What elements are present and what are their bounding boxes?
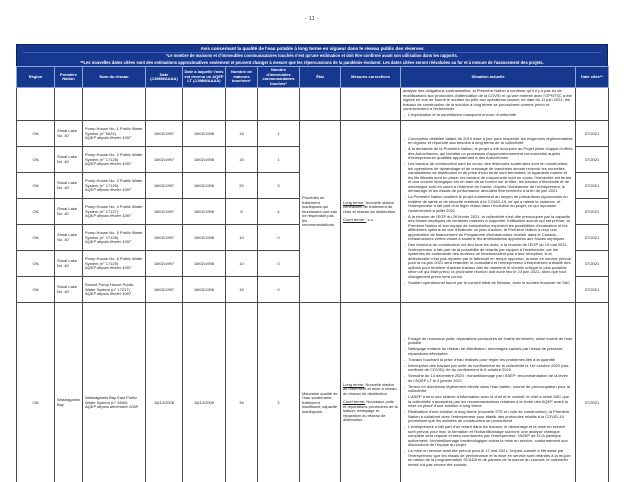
advisory-since: AQEP depuis février 1997 [85, 187, 132, 193]
cell-region: ON [17, 251, 55, 277]
cell-mesures-group [341, 303, 401, 482]
header-row [17, 67, 609, 88]
cell-homes: 10 [226, 251, 258, 277]
cell-date-lt: 18/02/1998 [183, 225, 226, 251]
situation-bullet: - Des réunions de construction ont lieu tous les mois; à la réunion de l'EGP du 19 mai 2021, l'entrepreneur a fait part de la possibilité de retards par rapport à l'échéancier, car les systèmes de commande des moteurs ne fonctionnaient pas à leur réception; si la défectuosité n'est pas réparée par le fabricant en temps opportun, la mise en service prévue pour la mi-juin 2021 sera retardée; le consultant et l'entrepreneur s'emploieront à établir des options pour terminer d'autres travaux afin de maintenir le chemin critique le plus possible selon ce qui était prévu; la prochaine réunion doit avoir lieu le 23 juin 2021, alors que tout changement prévu sera connu [403, 243, 573, 279]
cell-date-lt: 18/02/1998 [183, 199, 226, 225]
cell-date-cited: 07/2021 [576, 277, 609, 303]
cell-date-cited: 07/2021 [576, 173, 609, 199]
situation-bullet: - Les travaux de construction sont en cours; des réservoirs souterrains sont en construction; les opérations de dynamitage et de creusage de tranchées devant recevoir les nouvelles canalisations de distribution et de prise d'eau brute sont terminées; la tuyauterie marine et les lits filtrants sont en place; les travaux de maçonnerie sont en cours; l'immeuble est fermé et une couche biologique est en train de se former sur le filtre; les travaux d'électricité et de mécanique sont en cours à l'intérieur de l'usine; d'après l'échéancier de l'entrepreneur, le démarrage et les essais de performance devraient être terminés à la fin de juin 2021 [403, 162, 573, 194]
cell-situation-group [401, 303, 576, 482]
situation-bullet: - Interruption des travaux par suite du confinement de la collectivité le 1er octobre 2020 (cas confirmé de COVID); fin du confinement le 6 octobre 2020 [403, 364, 573, 373]
mesures-long-term [343, 383, 398, 397]
table-row-continuation [17, 88, 609, 121]
cell-homes: 15 [226, 121, 258, 147]
situation-bullet: - Teneur en aluminium légèrement élevée dans l'eau traitée, source de préoccupation pour la collectivité [403, 385, 573, 394]
advisory-since: AQEP depuis février 1997 [85, 265, 132, 271]
table-title-banner [16, 44, 608, 68]
mesures-long-term [343, 201, 398, 215]
cell-homes: 8 [226, 199, 258, 225]
cell-nation: Shoal Lake No. 40 [55, 225, 83, 251]
long-term-text: Nouvelle station centralisée de traitement de l'eau et réseau de distribution. [343, 199, 397, 214]
situation-bullet: - L'exploitation et la surveillance manquent encore d'uniformité [403, 113, 573, 118]
cell-date-lt: 18/02/1998 [183, 173, 226, 199]
cell-nation [55, 88, 83, 121]
cell-region: ON [17, 225, 55, 251]
network-name: Pump House No. 1 Public Water System (n° 6524) [85, 126, 143, 136]
col-header-etat: État [300, 67, 341, 88]
cell-network [83, 121, 146, 147]
cell-date-lt: 18/02/1998 [183, 121, 226, 147]
cell-homes [226, 88, 258, 121]
long-term-text: Nouvelle station de traitement et mise à niveau du réseau de distribution. [343, 381, 397, 396]
cell-nation: Shoal Lake No. 40 [55, 173, 83, 199]
network-name: Pump House No. 5 Public Water System (n° 17128) [85, 230, 143, 240]
situation-bullet: - L'entrepreneur a fait part d'un retard dans les travaux; le démarrage et la mise en service sont prévus pour mai; la formation et l'échantillonnage suivront; une analyse chimique complète sera requise et sera coordonnée par l'entrepreneur; l'ASEP de KCA participe activement; l'échantillonnage bactériologique suivra la mise en service, conformément aux discussions de l'équipe du projet [403, 425, 573, 448]
cell-date-lt: 18/02/1998 [183, 147, 226, 173]
cell-region: ON [17, 173, 55, 199]
situation-bullet: - Conception détaillée datant de 2010 mise à jour pour respecter les exigences réglementaires en vigueur et répondre aux besoins à long terme de la collectivité [403, 137, 573, 146]
cell-buildings: 0 [258, 225, 300, 251]
cell-date-cited: 07/2021 [576, 147, 609, 173]
advisory-since: AQEP depuis février 1997 [85, 239, 132, 245]
network-name: Pump House No. 3 Public Water System (n° 17126) [85, 178, 143, 188]
situation-bullet: - La Première Nation soutient le projet notamment au moyen de précautions rigoureuses en matière de santé et de sécurité relatives à la COVID-19, ce qui a ralenti la cadence, et l'entrepreneur a fait part d'un léger retard dans l'évolution du projet, ce qui repousse l'achèvement à juillet 2021 [403, 195, 573, 213]
situation-bullet: - Réalisation d'une solution à long terme (nouvelle STE en voie de construction); la Première Nation a collaboré avec l'entrepreneur pour établir des protocoles relatifs à la COVID-19 permettant que les activités de construction se poursuivent [403, 410, 573, 424]
cell-region: ON [17, 277, 55, 303]
table-row [17, 121, 609, 147]
cell-mesures [341, 88, 401, 121]
cell-network [83, 147, 146, 173]
network-name: Pump House No. 2 Public Water System (n° 17125) [85, 152, 143, 162]
col-header-date: Date (JJ/MM/AAAA) [146, 67, 183, 88]
cell-date-cited: 07/2021 [576, 303, 609, 482]
cell-region: ON [17, 199, 55, 225]
cell-mesures-group [341, 121, 401, 303]
col-header-region: Région [17, 67, 55, 88]
cell-buildings: 0 [258, 251, 300, 277]
cell-homes: 34 [226, 303, 258, 482]
network-name: Pump House No. 4 Public Water System (n° 17127) [85, 204, 143, 214]
cell-date: 18/02/1997 [146, 277, 183, 303]
situation-bullet: - À la demande de la Première Nation, le projet a été incorporé au Projet pilote d'appel d'offres des Autochtones, qui favorise un processus d'approvisionnement concurrentiel auprès d'entrepreneurs qualifiés appartenant à des Autochtones [403, 147, 573, 161]
banner-title: Avis concernant la qualité de l'eau potable à long terme en vigueur dans le réseau public des réserves [23, 46, 601, 53]
advisories-table [16, 66, 609, 482]
cell-nation: Washagamis Bay [55, 303, 83, 482]
cell-nation: Shoal Lake No. 40 [55, 121, 83, 147]
cell-network [83, 88, 146, 121]
cell-region: ON [17, 147, 55, 173]
cell-nation: Shoal Lake No. 40 [55, 277, 83, 303]
cell-date: 18/02/1997 [146, 251, 183, 277]
cell-buildings: 0 [258, 277, 300, 303]
network-name: Pump House No. 6 Public Water System (n° 17129) [85, 256, 143, 266]
cell-buildings: 2 [258, 303, 300, 482]
cell-region: ON [17, 121, 55, 147]
situation-bullet: - Forage de nouveaux puits; réparations provisoires de l'usine terminées; usine fournit de l'eau potable [403, 337, 573, 346]
situation-bullet: - La mise en service avait été prévue pour le 17 mai 2021; l'expert-conseil a été avisé par l'entrepreneur que les essais de performance et la mise en service sont retardés à la mi-juin en raison de la programmation SCADA et de pannes de la source du courant; le calendrier révisé n'a pas encore été soumis [403, 449, 573, 467]
mesures-short-term [343, 218, 398, 223]
advisory-since: AQEP depuis février 1997 [85, 135, 132, 141]
cell-date: 18/02/1997 [146, 225, 183, 251]
cell-date: 18/02/1997 [146, 121, 183, 147]
cell-network [83, 303, 146, 482]
cell-date-lt [183, 88, 226, 121]
advisory-since: AQEP depuis décembre 2008 [85, 404, 138, 410]
cell-date-cited: 07/2021 [576, 121, 609, 147]
cell-date-lt: 18/02/1998 [183, 251, 226, 277]
cell-date-cited: 07/2021 [576, 225, 609, 251]
cell-nation: Shoal Lake No. 40 [55, 147, 83, 173]
cell-situation [401, 88, 576, 121]
col-header-homes: Nombre de maisons touchées* [226, 67, 258, 88]
advisory-since: AQEP depuis février 1997 [85, 213, 132, 219]
cell-network [83, 251, 146, 277]
long-term-label: Long terme: [343, 381, 365, 387]
cell-network [83, 199, 146, 225]
cell-nation: Shoal Lake No. 40 [55, 199, 83, 225]
cell-date [146, 88, 183, 121]
cell-nation: Shoal Lake No. 40 [55, 251, 83, 277]
cell-buildings: 1 [258, 121, 300, 147]
advisory-since: AQEP depuis février 1997 [85, 291, 132, 297]
col-header-date-lt: Date à laquelle l'avis est devenu un AQEP LT (JJ/MM/AAAA) [183, 67, 226, 88]
situation-continuation-text: analyse des obligations contractuelles, la Première Nation a confirmé qu'il n'y a pas eu de modifications aux protocoles d'atténuation de la COVID et qu'une entente avec l'OPNTSC a été signée en vue de fournir le soutien du pôle aux opérateurs locaux; en date du 11 juin 2021, les travaux de construction de la solution à long terme se poursuivent comme prévu et conformément à l'échéancier [403, 88, 572, 112]
col-header-situation: Situation actuelle [401, 67, 576, 88]
mesures-short-term [343, 400, 398, 423]
short-term-text: s.o. [367, 217, 374, 223]
cell-date: 16/12/2008 [146, 303, 183, 482]
short-term-label: Court terme: [343, 399, 366, 405]
cell-buildings: 1 [258, 147, 300, 173]
cell-date-cited [576, 88, 609, 121]
cell-date-lt: 18/02/1998 [183, 277, 226, 303]
cell-date: 18/02/1997 [146, 199, 183, 225]
cell-homes: 10 [226, 225, 258, 251]
cell-etat [300, 88, 341, 121]
cell-date: 18/02/1997 [146, 173, 183, 199]
cell-etat-group: Procédés de traitement inadéquats qui fournissent une eau ne respectant pas les recommandations. [300, 121, 341, 303]
cell-network [83, 225, 146, 251]
situation-bullet: - Nettoyage entamé du réseau de distribution; dommages causés par l'essai de pression; réparations effectuées [403, 347, 573, 356]
cell-region: ON [17, 303, 55, 482]
cell-network [83, 277, 146, 303]
cell-homes: 20 [226, 173, 258, 199]
network-name: School Pump House Public Water System (n° 17217) [85, 282, 134, 292]
banner-note-estimation: *Le nombre de maisons et d'immeubles communautaires touchés n'est qu'une estimation et doit être confirmé avant son utilisation dans les rapports. [166, 53, 458, 59]
col-header-nation: Première Nation [55, 67, 83, 88]
situation-bullet: - L'ASEP a tenu une séance d'information avec le chef et le conseil; le chef a avisé SAC que la collectivité n'acceptera pas les recommandations relatives à la levée des AQEP avant la mise en place d'une solution à long terme [403, 395, 573, 409]
col-header-cited: Date citée** [576, 67, 609, 88]
col-header-mesures: Mesures correctives [341, 67, 401, 88]
page-number: - 11 - [304, 16, 320, 22]
cell-etat-group: Mauvaise qualité de l'eau souterraine; traitement insuffisant; capacité inadéquate. [300, 303, 341, 482]
cell-homes: 15 [226, 147, 258, 173]
situation-bullet: - À la réunion de l'EGP du 26 février 2021, la collectivité s'est dite préoccupée par la capacité des fosses septiques de certaines maisons à supporter l'utilisation accrue qui est prévue; la Première Nation et son équipe de consultation explorent les possibilités d'évaluation et les différentes options en vue d'élaborer un plan d'action; la Première Nation a reçu une approbation de financement du Programme d'infrastructure Investir dans le Canada – Infrastructures vertes visant à soutenir les améliorations apportées aux fosses septiques [403, 215, 573, 242]
long-term-label: Long terme: [343, 199, 365, 205]
situation-bullet: - Travaux touchant la prise d'eau réalisés pour régler les problèmes liés à la quantité [403, 358, 573, 363]
cell-date-cited: 07/2021 [576, 251, 609, 277]
short-term-text: Nouveaux puits et réparations provisoires de la station; nettoyage et réparation du réseau de distribution. [343, 399, 398, 423]
col-header-buildings: Nombre d'immeubles communautaires touchés* [258, 67, 300, 88]
cell-buildings: 4 [258, 199, 300, 225]
cell-date-lt: 16/12/2009 [183, 303, 226, 482]
cell-buildings [258, 88, 300, 121]
banner-note-dates: **Les nouvelles dates citées sont des estimations approximatives seulement et peuvent changer à mesure que les répercussions de la pandémie évoluent. Les dates citées seront réévaluées au fur et à mesure de l'avancement des projets. [80, 59, 544, 65]
col-header-network: Nom du réseau [83, 67, 146, 88]
cell-homes: 15 [226, 277, 258, 303]
cell-date-cited: 07/2021 [576, 199, 609, 225]
situation-bullet: - Soutien opérationnel fourni par le conseil tribal de Bimose, avec le soutien financier de SAC [403, 281, 573, 286]
cell-situation-group [401, 121, 576, 303]
advisory-since: AQEP depuis février 1997 [85, 161, 132, 167]
table-row [17, 303, 609, 482]
cell-date: 18/02/1997 [146, 147, 183, 173]
short-term-label: Court terme : [343, 217, 367, 223]
situation-bullet: - Semaine du 14 décembre 2020 : échantillonnage par l'ASEP; recommandation de la levée de l'AQEP LT le 4 janvier 2021 [403, 374, 573, 383]
network-name: Washagamis Bay East Public Water System (n° 6540) [85, 395, 138, 405]
cell-network [83, 173, 146, 199]
cell-buildings: 3 [258, 173, 300, 199]
cell-region [17, 88, 55, 121]
